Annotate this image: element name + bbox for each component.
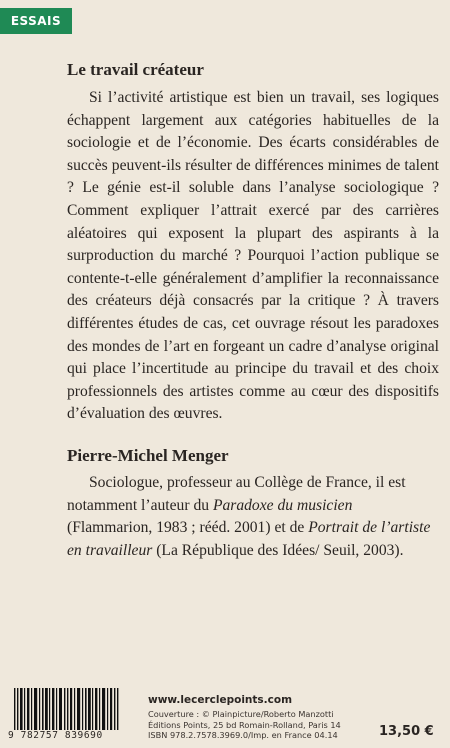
footer	[0, 688, 450, 748]
author-bio	[67, 472, 439, 562]
isbn: ISBN 978.2.7578.3969.0/Imp. en France 04.14	[148, 730, 338, 740]
cover-credit: Couverture : © Plainpicture/Roberto Manzotti	[148, 709, 334, 719]
book-title: Portrait de l’artiste en travailleur	[67, 519, 431, 559]
back-cover-text	[67, 58, 439, 562]
barcode-digits: 9 782757 839690	[8, 730, 134, 741]
blurb-paragraph: Si l’activité artistique est bien un travail, ses logiques échappent largement aux catégories habituelles de la sociologie et de l’économie. Des écarts considérables de succès peuvent-ils résulter de différences minimes de talent ? Le génie est-il soluble dans l’analyse sociologique ? Comment expliquer l’attrait exercé par des carrières aléatoires qui exposent la plupart des aspirants à la surproduction du marché ? Pourquoi l’action publique se contente-t-elle généralement d’amplifier la reconnaissance des créateurs déjà consacrés par la critique ? À travers différentes études de cas, cet ouvrage résout les paradoxes des mondes de l’art en forgeant un cadre d’analyse original qui place l’incertitude au principe du travail et des choix professionnels des artistes comme au cœur des dispositifs d’évaluation des œuvres.	[67, 89, 439, 423]
bio-text: Sociologue, professeur au Collège de France, il est notamment l’auteur du	[67, 473, 406, 514]
bio-text: (Flammarion, 1983 ; rééd. 2001) et de	[67, 519, 309, 537]
website-link[interactable]: www.lecerclepoints.com	[148, 694, 293, 706]
footer-text	[148, 694, 348, 741]
book-title: Paradoxe du musicien	[212, 496, 353, 514]
price: 13,50 €	[379, 724, 434, 739]
section-title: Le travail créateur	[67, 60, 204, 79]
author-name: Pierre-Michel Menger	[67, 445, 229, 465]
series-badge: ESSAIS	[0, 8, 72, 34]
publisher-address: Éditions Points, 25 bd Romain-Rolland, Paris 14	[148, 719, 341, 730]
bio-text: (La République des Idées/ Seuil, 2003).	[152, 541, 404, 559]
